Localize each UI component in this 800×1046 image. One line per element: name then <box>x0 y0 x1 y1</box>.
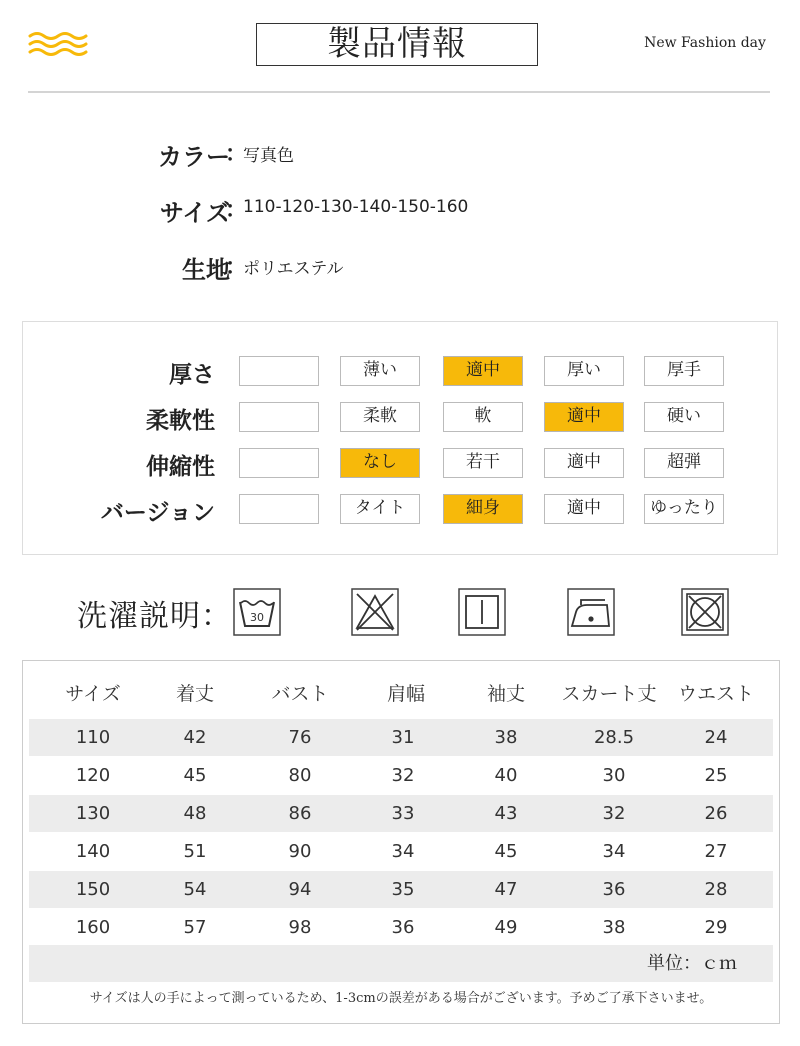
table-cell: 90 <box>288 841 312 862</box>
table-cell: 42 <box>183 727 207 748</box>
attr-label-fit: バージョン <box>100 500 215 526</box>
no-bleach-icon <box>351 588 399 636</box>
table-cell: 76 <box>288 727 312 748</box>
table-cell: 94 <box>288 879 312 900</box>
table-row <box>29 871 773 908</box>
table-cell: 45 <box>183 765 207 786</box>
option-box <box>239 402 319 432</box>
table-cell: 29 <box>704 917 728 938</box>
option-box: 若干 <box>443 448 523 478</box>
table-cell: 36 <box>602 879 626 900</box>
spec-colon: ： <box>225 255 248 280</box>
option-box: ゆったり <box>644 494 724 524</box>
table-cell: 30 <box>602 765 626 786</box>
table-cell: 32 <box>602 803 626 824</box>
table-cell: 28 <box>704 879 728 900</box>
header-cell: 肩幅 <box>386 683 425 705</box>
table-cell: 48 <box>183 803 207 824</box>
unit-row <box>29 945 773 982</box>
option-box-selected: 適中 <box>544 402 624 432</box>
spec-value: 写真色 <box>243 146 294 166</box>
table-row <box>29 757 773 794</box>
table-cell: 28.5 <box>593 727 635 748</box>
spec-label: 生地 <box>182 256 230 284</box>
line-dry-icon <box>458 588 506 636</box>
measurement-note: サイズは人の手によって測っているため、1-3cmの誤差がある場合がございます。予めご了承下さいませ。 <box>89 991 713 1006</box>
option-box-selected: 細身 <box>443 494 523 524</box>
header-cell: 着丈 <box>175 683 214 705</box>
header-cell: ウエスト <box>677 683 754 705</box>
table-cell: 33 <box>391 803 415 824</box>
option-box <box>239 448 319 478</box>
wash-30-icon <box>233 588 281 636</box>
table-cell: 34 <box>602 841 626 862</box>
spec-color <box>0 137 800 171</box>
waves-icon <box>28 30 88 58</box>
option-box: 硬い <box>644 402 724 432</box>
page-title: 製品情報 <box>256 23 538 66</box>
table-cell: 47 <box>494 879 518 900</box>
spec-value: ポリエステル <box>243 259 344 279</box>
size-table <box>22 660 780 1024</box>
option-box: 適中 <box>544 448 624 478</box>
option-box <box>239 494 319 524</box>
table-cell: 49 <box>494 917 518 938</box>
table-cell: 120 <box>75 765 111 786</box>
tagline: New Fashion day <box>644 35 766 51</box>
table-cell: 130 <box>75 803 111 824</box>
option-box-selected: なし <box>340 448 420 478</box>
table-cell: 40 <box>494 765 518 786</box>
spec-value: 110-120-130-140-150-160 <box>243 197 469 217</box>
spec-size <box>0 193 800 227</box>
table-row <box>29 719 773 756</box>
table-cell: 43 <box>494 803 518 824</box>
option-box: 超弾 <box>644 448 724 478</box>
option-box: 薄い <box>340 356 420 386</box>
option-box: 厚手 <box>644 356 724 386</box>
option-box-selected: 適中 <box>443 356 523 386</box>
header-cell: 袖丈 <box>486 683 525 705</box>
table-cell: 110 <box>75 727 111 748</box>
spec-fabric <box>0 250 800 284</box>
spec-colon: ： <box>225 198 248 223</box>
attr-label-thickness: 厚さ <box>169 362 215 388</box>
table-cell: 31 <box>391 727 415 748</box>
table-cell: 45 <box>494 841 518 862</box>
table-cell: 80 <box>288 765 312 786</box>
option-box: 軟 <box>443 402 523 432</box>
unit-label: 単位：ｃｍ <box>647 953 737 974</box>
table-cell: 25 <box>704 765 728 786</box>
table-cell: 35 <box>391 879 415 900</box>
spec-label: サイズ <box>159 199 230 227</box>
attribute-panel <box>22 321 778 555</box>
divider <box>28 91 770 93</box>
option-box: タイト <box>340 494 420 524</box>
header-cell: サイズ <box>65 683 121 705</box>
spec-label: カラー <box>158 143 230 171</box>
option-box: 適中 <box>544 494 624 524</box>
table-row <box>29 909 773 946</box>
table-cell: 160 <box>75 917 111 938</box>
option-box: 柔軟 <box>340 402 420 432</box>
table-cell: 86 <box>288 803 312 824</box>
care-title: 洗濯説明： <box>77 599 232 634</box>
wash-temp: 30 <box>250 611 264 624</box>
option-box: 厚い <box>544 356 624 386</box>
table-cell: 140 <box>75 841 111 862</box>
table-cell: 34 <box>391 841 415 862</box>
no-tumble-dry-icon <box>681 588 729 636</box>
table-cell: 26 <box>704 803 728 824</box>
table-cell: 57 <box>183 917 207 938</box>
option-box <box>239 356 319 386</box>
attr-label-stretch: 伸縮性 <box>146 454 215 480</box>
header-cell: バスト <box>271 683 329 705</box>
table-cell: 150 <box>75 879 111 900</box>
header-cell: スカート丈 <box>561 683 657 705</box>
table-cell: 51 <box>183 841 207 862</box>
table-cell: 98 <box>288 917 312 938</box>
attr-label-softness: 柔軟性 <box>146 408 215 434</box>
table-row <box>29 833 773 870</box>
table-cell: 27 <box>704 841 728 862</box>
table-cell: 36 <box>391 917 415 938</box>
table-cell: 54 <box>183 879 207 900</box>
table-header <box>23 679 779 709</box>
spec-colon: ： <box>225 142 248 167</box>
table-cell: 38 <box>494 727 518 748</box>
iron-low-icon <box>567 588 615 636</box>
table-cell: 24 <box>704 727 728 748</box>
table-cell: 32 <box>391 765 415 786</box>
table-row <box>29 795 773 832</box>
table-cell: 38 <box>602 917 626 938</box>
